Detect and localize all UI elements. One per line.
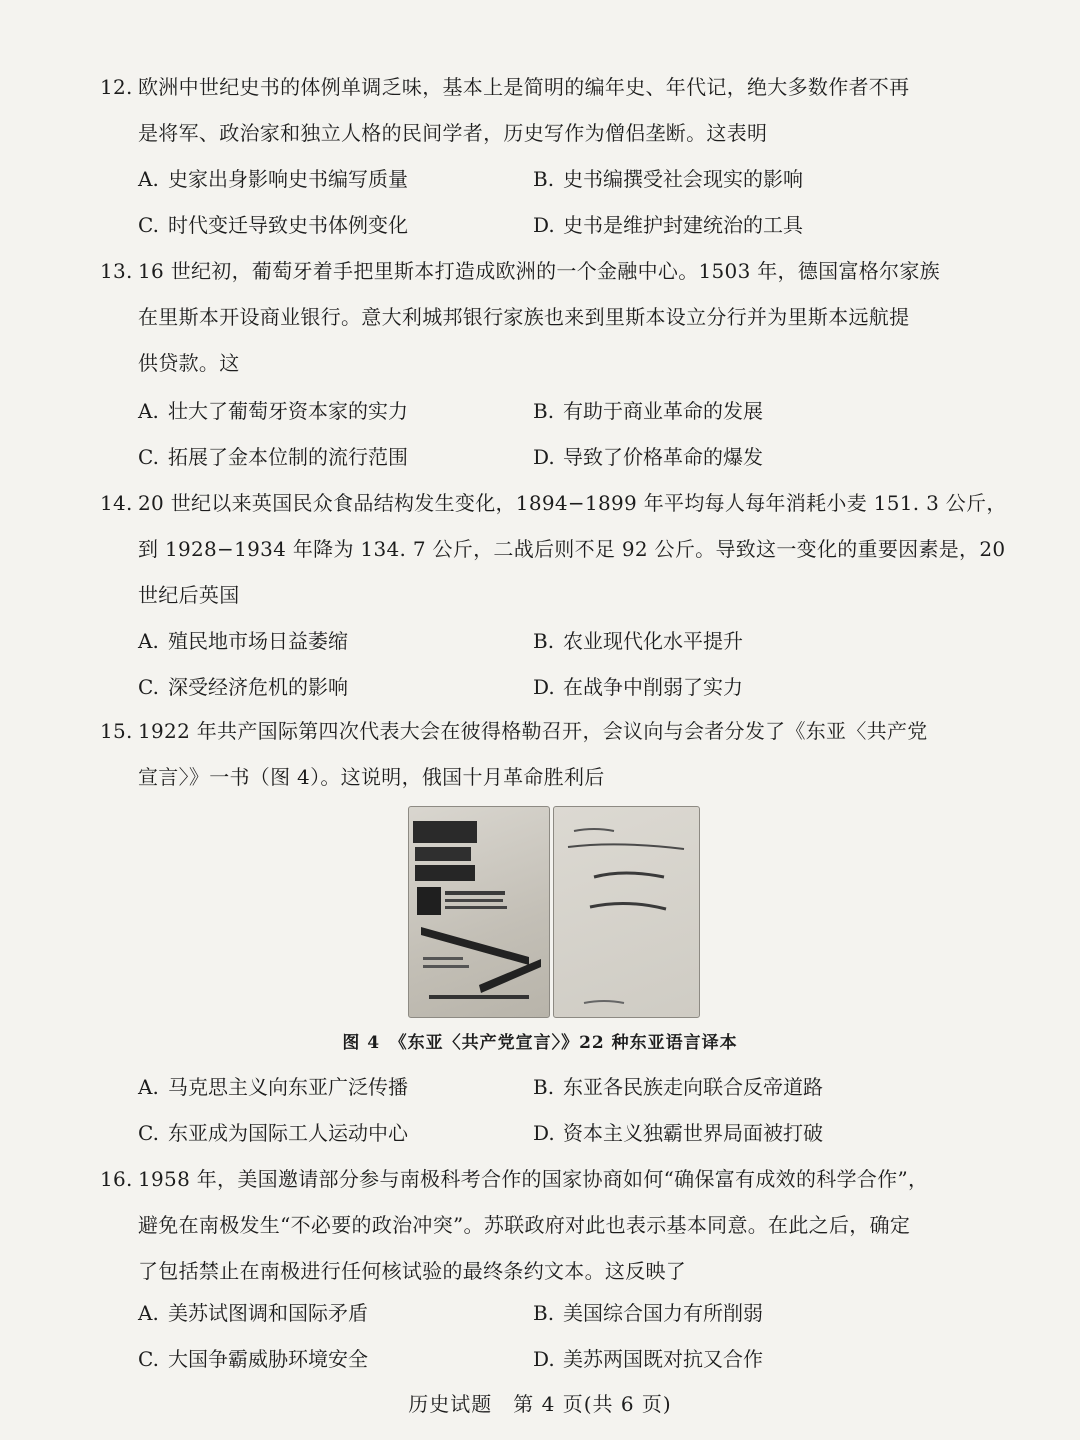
question-14-line-3: 世纪后英国 bbox=[138, 583, 240, 607]
question-13-options bbox=[138, 388, 978, 480]
question-number: 13. bbox=[100, 259, 133, 283]
question-13-line-1: 13. 16 世纪初，葡萄牙着手把里斯本打造成欧洲的一个金融中心。1503 年，德国富格尔家族 bbox=[100, 248, 990, 294]
question-16-line-3: 了包括禁止在南极进行任何核试验的最终条约文本。这反映了 bbox=[138, 1259, 687, 1283]
question-13-line-2: 在里斯本开设商业银行。意大利城邦银行家族也来到里斯本设立分行并为里斯本远航提 bbox=[138, 305, 910, 329]
option-b: B. 农业现代化水平提升 bbox=[533, 629, 743, 653]
cover-left-art bbox=[409, 807, 549, 1017]
question-14-line-1: 14. 20 世纪以来英国民众食品结构发生变化，1894−1899 年平均每人每年消耗小麦 151. 3 公斤， bbox=[100, 480, 990, 526]
question-12-line-2: 是将军、政治家和独立人格的民间学者，历史写作为僧侣垄断。这表明 bbox=[138, 121, 768, 145]
option-a: A. 马克思主义向东亚广泛传播 bbox=[138, 1075, 408, 1099]
question-12 bbox=[100, 64, 990, 156]
option-d: D. 资本主义独霸世界局面被打破 bbox=[533, 1121, 823, 1145]
option-c: C. 时代变迁导致史书体例变化 bbox=[138, 213, 408, 237]
question-12-options bbox=[138, 156, 978, 248]
question-16-line-1: 16. 1958 年，美国邀请部分参与南极科考合作的国家协商如何“确保富有成效的科学合作”， bbox=[100, 1156, 990, 1202]
option-c: C. 深受经济危机的影响 bbox=[138, 675, 348, 699]
question-number: 12. bbox=[100, 75, 133, 99]
question-16-options bbox=[138, 1290, 978, 1382]
question-15-options bbox=[138, 1064, 978, 1156]
option-c: C. 拓展了金本位制的流行范围 bbox=[138, 445, 408, 469]
question-12-line-1: 12. 欧洲中世纪史书的体例单调乏味，基本上是简明的编年史、年代记，绝大多数作者不再 bbox=[100, 64, 990, 110]
question-14 bbox=[100, 480, 1007, 618]
manifesto-cover-right bbox=[553, 806, 700, 1018]
question-16 bbox=[100, 1156, 990, 1294]
figure-caption: 图 4 《东亚〈共产党宣言〉》22 种东亚语言译本 bbox=[342, 1033, 738, 1053]
page-footer: 历史试题 第 4 页(共 6 页) bbox=[408, 1392, 672, 1416]
option-a: A. 殖民地市场日益萎缩 bbox=[138, 629, 348, 653]
option-b: B. 美国综合国力有所削弱 bbox=[533, 1301, 763, 1325]
figure-4-photo bbox=[408, 806, 698, 1016]
cover-right-art bbox=[554, 807, 699, 1017]
option-a: A. 壮大了葡萄牙资本家的实力 bbox=[138, 399, 408, 423]
option-b: B. 有助于商业革命的发展 bbox=[533, 399, 763, 423]
option-c: C. 东亚成为国际工人运动中心 bbox=[138, 1121, 408, 1145]
question-14-options bbox=[138, 618, 978, 710]
option-a: A. 史家出身影响史书编写质量 bbox=[138, 167, 408, 191]
option-d: D. 导致了价格革命的爆发 bbox=[533, 445, 763, 469]
manifesto-cover-left bbox=[408, 806, 550, 1018]
question-number: 16. bbox=[100, 1167, 133, 1191]
question-15 bbox=[100, 708, 990, 800]
option-d: D. 在战争中削弱了实力 bbox=[533, 675, 743, 699]
question-number: 15. bbox=[100, 719, 133, 743]
question-number: 14. bbox=[100, 491, 133, 515]
option-b: B. 史书编撰受社会现实的影响 bbox=[533, 167, 803, 191]
question-13-line-3: 供贷款。这 bbox=[138, 351, 240, 375]
question-16-line-2: 避免在南极发生“不必要的政治冲突”。苏联政府对此也表示基本同意。在此之后，确定 bbox=[138, 1213, 911, 1237]
question-14-line-2: 到 1928−1934 年降为 134. 7 公斤，二战后则不足 92 公斤。导致这一变化的重要因素是，20 bbox=[138, 537, 1006, 561]
question-13 bbox=[100, 248, 990, 386]
question-15-line-2: 宣言〉》一书（图 4）。这说明，俄国十月革命胜利后 bbox=[138, 765, 605, 789]
option-b: B. 东亚各民族走向联合反帝道路 bbox=[533, 1075, 823, 1099]
option-c: C. 大国争霸威胁环境安全 bbox=[138, 1347, 368, 1371]
option-d: D. 史书是维护封建统治的工具 bbox=[533, 213, 803, 237]
option-d: D. 美苏两国既对抗又合作 bbox=[533, 1347, 763, 1371]
option-a: A. 美苏试图调和国际矛盾 bbox=[138, 1301, 368, 1325]
question-15-line-1: 15. 1922 年共产国际第四次代表大会在彼得格勒召开，会议向与会者分发了《东亚〈共产党 bbox=[100, 708, 990, 754]
